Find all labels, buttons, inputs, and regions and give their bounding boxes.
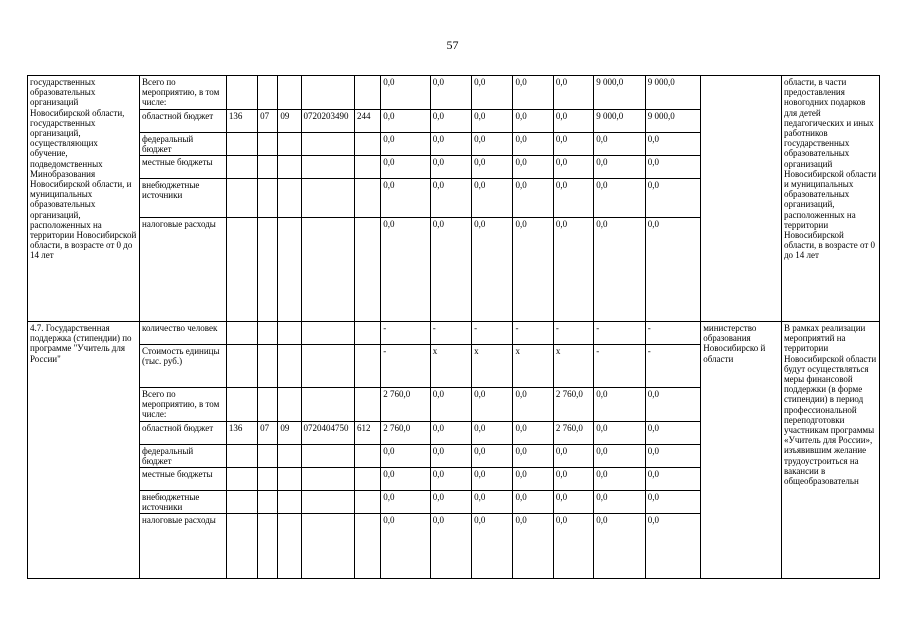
value-cell: 0,0 xyxy=(594,491,645,514)
value-cell: x xyxy=(430,345,471,388)
vr-cell xyxy=(355,76,381,110)
value-cell: x xyxy=(513,345,553,388)
value-cell: 0,0 xyxy=(513,218,553,322)
value-cell: 0,0 xyxy=(430,388,471,422)
row-label: Стоимость единицы (тыс. руб.) xyxy=(140,345,227,388)
value-cell: 0,0 xyxy=(594,468,645,491)
vr-cell xyxy=(355,322,381,345)
value-cell: 0,0 xyxy=(553,468,593,491)
value-cell: 0,0 xyxy=(381,468,430,491)
expected-result-cell: В рамках реализации мероприятий на территории Новосибирской области будут осуществляться меры финансовой поддержки (в форме стипендии) в период профессиональной переподготовки участникам программы «Учитель для России», изъявившим желание трудоустроиться на вакансии в общеобразовательн xyxy=(781,322,879,579)
rz-cell xyxy=(258,468,278,491)
grbs-cell xyxy=(226,468,257,491)
rz-cell xyxy=(258,179,278,218)
value-cell: - xyxy=(381,322,430,345)
csr-cell: 0720203490 xyxy=(301,109,355,132)
measure-description-cell: 4.7. Государственная поддержка (стипендии) по программе "Учитель для России" xyxy=(28,322,140,579)
value-cell: 0,0 xyxy=(645,491,701,514)
csr-cell xyxy=(301,218,355,322)
value-cell: 0,0 xyxy=(430,444,471,467)
pr-cell xyxy=(278,76,301,110)
value-cell: 0,0 xyxy=(472,514,513,579)
executor-cell: министерство образования Новосибирско й области xyxy=(701,322,782,579)
value-cell: 0,0 xyxy=(553,491,593,514)
value-cell: 2 760,0 xyxy=(381,388,430,422)
value-cell: 0,0 xyxy=(594,218,645,322)
value-cell: 0,0 xyxy=(553,109,593,132)
value-cell: 0,0 xyxy=(472,179,513,218)
value-cell: 0,0 xyxy=(513,444,553,467)
value-cell: 0,0 xyxy=(430,514,471,579)
pr-cell xyxy=(278,468,301,491)
rz-cell xyxy=(258,514,278,579)
vr-cell xyxy=(355,345,381,388)
executor-cell xyxy=(701,76,782,322)
pr-cell xyxy=(278,132,301,155)
value-cell: 0,0 xyxy=(472,132,513,155)
csr-cell xyxy=(301,345,355,388)
value-cell: 0,0 xyxy=(553,76,593,110)
grbs-cell xyxy=(226,76,257,110)
rz-cell xyxy=(258,156,278,179)
csr-cell xyxy=(301,491,355,514)
grbs-cell xyxy=(226,514,257,579)
vr-cell xyxy=(355,179,381,218)
value-cell: 0,0 xyxy=(645,514,701,579)
vr-cell xyxy=(355,132,381,155)
value-cell: 0,0 xyxy=(553,156,593,179)
pr-cell xyxy=(278,322,301,345)
rz-cell xyxy=(258,388,278,422)
vr-cell xyxy=(355,444,381,467)
row-label: местные бюджеты xyxy=(140,468,227,491)
budget-table xyxy=(27,75,880,579)
value-cell: 0,0 xyxy=(381,156,430,179)
rz-cell: 07 xyxy=(258,421,278,444)
csr-cell: 0720404750 xyxy=(301,421,355,444)
value-cell: 0,0 xyxy=(513,388,553,422)
value-cell: 0,0 xyxy=(513,109,553,132)
value-cell: x xyxy=(553,345,593,388)
csr-cell xyxy=(301,132,355,155)
vr-cell: 244 xyxy=(355,109,381,132)
pr-cell: 09 xyxy=(278,421,301,444)
row-label: Всего по мероприятию, в том числе: xyxy=(140,388,227,422)
pr-cell xyxy=(278,514,301,579)
value-cell: 0,0 xyxy=(594,514,645,579)
value-cell: 0,0 xyxy=(513,76,553,110)
rz-cell xyxy=(258,444,278,467)
value-cell: 0,0 xyxy=(513,514,553,579)
value-cell: 0,0 xyxy=(645,156,701,179)
value-cell: 0,0 xyxy=(645,444,701,467)
grbs-cell: 136 xyxy=(226,421,257,444)
row-label: внебюджетные источники xyxy=(140,491,227,514)
value-cell: 0,0 xyxy=(553,514,593,579)
vr-cell xyxy=(355,388,381,422)
value-cell: 0,0 xyxy=(381,514,430,579)
row-label: количество человек xyxy=(140,322,227,345)
value-cell: 9 000,0 xyxy=(594,76,645,110)
grbs-cell xyxy=(226,156,257,179)
pr-cell xyxy=(278,179,301,218)
value-cell: 0,0 xyxy=(645,388,701,422)
value-cell: 0,0 xyxy=(472,156,513,179)
row-label: налоговые расходы xyxy=(140,514,227,579)
value-cell: 0,0 xyxy=(430,491,471,514)
value-cell: 0,0 xyxy=(472,76,513,110)
rz-cell xyxy=(258,491,278,514)
row-label: федеральный бюджет xyxy=(140,132,227,155)
csr-cell xyxy=(301,76,355,110)
vr-cell xyxy=(355,156,381,179)
value-cell: 0,0 xyxy=(430,156,471,179)
row-label: внебюджетные источники xyxy=(140,179,227,218)
value-cell: 0,0 xyxy=(645,468,701,491)
vr-cell: 612 xyxy=(355,421,381,444)
value-cell: x xyxy=(472,345,513,388)
csr-cell xyxy=(301,322,355,345)
pr-cell xyxy=(278,388,301,422)
value-cell: 0,0 xyxy=(430,421,471,444)
grbs-cell xyxy=(226,132,257,155)
value-cell: 0,0 xyxy=(594,132,645,155)
measure-description-cell: государственных образовательных организаций Новосибирской области, государственных организаций, осуществляющих обучение, подведомственных Минобразования Новосибирской области, и муниципальных образовательных организаций, расположенных на территории Новосибирской области, в возрасте от 0 до 14 лет xyxy=(28,76,140,322)
value-cell: 0,0 xyxy=(553,444,593,467)
rz-cell xyxy=(258,132,278,155)
value-cell: 2 760,0 xyxy=(553,421,593,444)
value-cell: 0,0 xyxy=(513,468,553,491)
value-cell: 9 000,0 xyxy=(594,109,645,132)
value-cell: 0,0 xyxy=(430,218,471,322)
grbs-cell xyxy=(226,388,257,422)
rz-cell xyxy=(258,218,278,322)
csr-cell xyxy=(301,388,355,422)
value-cell: 0,0 xyxy=(472,109,513,132)
value-cell: 0,0 xyxy=(381,76,430,110)
value-cell: - xyxy=(594,345,645,388)
pr-cell: 09 xyxy=(278,109,301,132)
csr-cell xyxy=(301,444,355,467)
rz-cell: 07 xyxy=(258,109,278,132)
value-cell: 2 760,0 xyxy=(553,388,593,422)
value-cell: 0,0 xyxy=(645,132,701,155)
row-label: местные бюджеты xyxy=(140,156,227,179)
value-cell: 0,0 xyxy=(472,421,513,444)
value-cell: - xyxy=(381,345,430,388)
value-cell: 0,0 xyxy=(472,388,513,422)
value-cell: 0,0 xyxy=(645,421,701,444)
value-cell: 0,0 xyxy=(430,468,471,491)
value-cell: - xyxy=(645,345,701,388)
grbs-cell xyxy=(226,491,257,514)
page-number: 57 xyxy=(446,38,459,52)
vr-cell xyxy=(355,218,381,322)
value-cell: - xyxy=(430,322,471,345)
grbs-cell xyxy=(226,444,257,467)
pr-cell xyxy=(278,218,301,322)
value-cell: 0,0 xyxy=(594,388,645,422)
grbs-cell: 136 xyxy=(226,109,257,132)
value-cell: 0,0 xyxy=(430,109,471,132)
value-cell: 0,0 xyxy=(472,468,513,491)
value-cell: 0,0 xyxy=(553,218,593,322)
value-cell: - xyxy=(513,322,553,345)
expected-result-cell: области, в части предоставления новогодних подарков для детей педагогических и иных работников государственных образовательных организаций Новосибирской области и муниципальных образовательных организаций, расположенных на территории Новосибирской области, в возрасте от 0 до 14 лет xyxy=(781,76,879,322)
value-cell: 0,0 xyxy=(381,179,430,218)
value-cell: 0,0 xyxy=(381,132,430,155)
value-cell: 0,0 xyxy=(645,179,701,218)
grbs-cell xyxy=(226,322,257,345)
value-cell: 0,0 xyxy=(594,421,645,444)
grbs-cell xyxy=(226,218,257,322)
pr-cell xyxy=(278,345,301,388)
grbs-cell xyxy=(226,179,257,218)
csr-cell xyxy=(301,156,355,179)
value-cell: 0,0 xyxy=(513,421,553,444)
csr-cell xyxy=(301,179,355,218)
vr-cell xyxy=(355,514,381,579)
row-label: областной бюджет xyxy=(140,421,227,444)
value-cell: - xyxy=(553,322,593,345)
value-cell: 2 760,0 xyxy=(381,421,430,444)
value-cell: 0,0 xyxy=(381,444,430,467)
value-cell: 0,0 xyxy=(430,179,471,218)
value-cell: 0,0 xyxy=(381,491,430,514)
value-cell: 9 000,0 xyxy=(645,76,701,110)
value-cell: 0,0 xyxy=(594,179,645,218)
value-cell: - xyxy=(645,322,701,345)
value-cell: 0,0 xyxy=(594,444,645,467)
row-label: налоговые расходы xyxy=(140,218,227,322)
value-cell: 0,0 xyxy=(553,132,593,155)
row-label: областной бюджет xyxy=(140,109,227,132)
value-cell: 0,0 xyxy=(513,156,553,179)
pr-cell xyxy=(278,491,301,514)
value-cell: 0,0 xyxy=(645,218,701,322)
value-cell: 0,0 xyxy=(513,179,553,218)
vr-cell xyxy=(355,491,381,514)
vr-cell xyxy=(355,468,381,491)
value-cell: 0,0 xyxy=(553,179,593,218)
value-cell: 0,0 xyxy=(381,218,430,322)
table-row xyxy=(28,76,880,110)
rz-cell xyxy=(258,345,278,388)
value-cell: 0,0 xyxy=(513,132,553,155)
value-cell: 0,0 xyxy=(594,156,645,179)
rz-cell xyxy=(258,76,278,110)
value-cell: 9 000,0 xyxy=(645,109,701,132)
value-cell: 0,0 xyxy=(472,444,513,467)
rz-cell xyxy=(258,322,278,345)
pr-cell xyxy=(278,444,301,467)
value-cell: - xyxy=(594,322,645,345)
value-cell: 0,0 xyxy=(430,76,471,110)
value-cell: - xyxy=(472,322,513,345)
csr-cell xyxy=(301,468,355,491)
row-label: федеральный бюджет xyxy=(140,444,227,467)
value-cell: 0,0 xyxy=(430,132,471,155)
value-cell: 0,0 xyxy=(513,491,553,514)
value-cell: 0,0 xyxy=(472,218,513,322)
grbs-cell xyxy=(226,345,257,388)
table-row xyxy=(28,322,880,345)
pr-cell xyxy=(278,156,301,179)
csr-cell xyxy=(301,514,355,579)
value-cell: 0,0 xyxy=(381,109,430,132)
value-cell: 0,0 xyxy=(472,491,513,514)
row-label: Всего по мероприятию, в том числе: xyxy=(140,76,227,110)
